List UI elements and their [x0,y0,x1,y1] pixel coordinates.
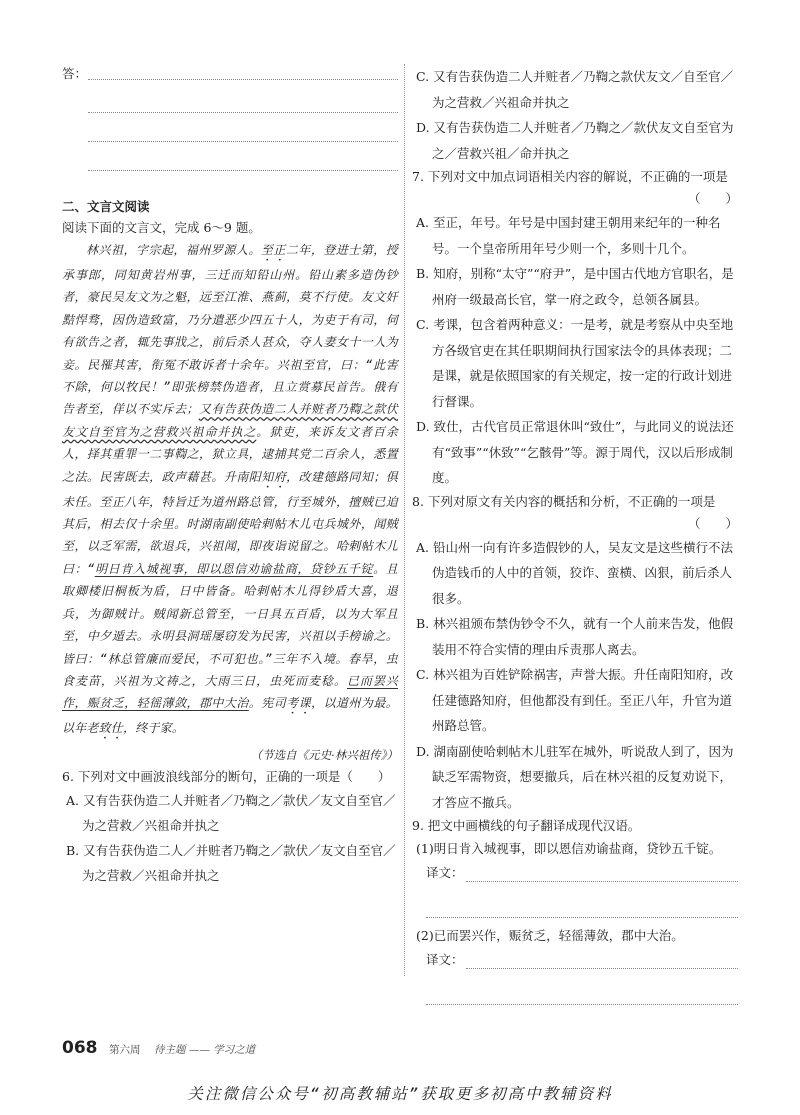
q8-option-b[interactable]: B. 林兴祖颁布禁伪钞令不久，就有一个人前来告发，他假装用不符合实情的理由斥责那人离去。 [416,616,734,657]
footer-week: 第六周 [109,1044,141,1056]
q8-option-a[interactable]: A. 铅山州一向有许多造假钞的人，吴友文是这些横行不法伪造钱币的人中的首领，狡诈、蛮横、凶狠，前后杀人很多。 [416,539,733,606]
translation-line[interactable] [426,976,738,1005]
dotted-term-zhishi: 致仕 [98,721,124,736]
translation-label: 译文： [426,865,464,880]
page-number: 068 [62,1038,98,1058]
wavy-underlined-sentence: 又有告获伪造二人并赃者乃鞫之款伏友文自至官为之营救兴祖命并执之 [62,402,399,439]
q6-option-d[interactable]: D. 又有告获伪造二人并赃者／乃鞫之／款伏友文自至官为之／营救兴祖／命并执之 [416,120,734,161]
translation-line[interactable] [426,889,738,918]
q6-option-b[interactable]: B. 又有告获伪造二人／并赃者乃鞫之／款伏／友文自至官／为之营救／兴祖命并执之 [66,843,396,884]
q9-sentence-2: (2)已而罢兴作，赈贫乏，轻徭薄敛，郡中大治。 [416,928,684,943]
answer-label: 答： [62,66,88,81]
passage-paragraph: 林兴祖，字宗起，福州罗源人。至正二年，登进士第，授承事郎，同知黄岩州事，三迁而知铅山州。铅山素多造伪钞者，豪民吴友文为之魁，远至江淮、燕蓟，莫不行使。友文奸黠悍骛，因伪造致富，乃分遣恶少四五十人，为吏于有司，伺有欲告之者，辄先事戕之，前后杀人甚众，夺人妻女十一人为妾。民罹其害，衔冤不敢诉者十余年。兴祖至官，曰：“此害不除，何以牧民！”即张榜禁伪造者，且立赏募民首告。俄有告者至，佯以不实斥去；又有告获伪造二人并赃者乃鞫之款伏友文自至官为之营救兴祖命并执之。狱吏，来诉友文者百余人，择其重罪一二事鞫之，狱立具，逮捕其党二百余人，悉置之法。民害既去，政声藉甚。升南阳知府，改建德路同知；俱未任。至正八年，特旨迁为道州路总管，行至城外，擅贼已迫其后，相去仅十余里。时湖南副使哈剌帖木儿屯兵城外，闻贼至，以乏军需，欲退兵，兴祖闻，即夜诣说留之。哈剌帖木儿曰：“明日肯入城视事，即以恩信劝谕盐商，贷钞五千锭。且取卿楼旧桐板为盾，日中皆备。哈剌帖木儿得钞盾大喜，退兵，为御贼计。贼闻新总管至，一日具五百盾，以为大军且至，中夕遁去。永明县洞瑶屡窃发为民害，兴祖以手榜谕之。皆曰：“林总管廉而爱民，不可犯也。”三年不入境。春旱，虫食麦苗，兴祖为文祷之，大雨三日，虫死而麦稔。已而罢兴作，赈贫乏，轻徭薄敛，郡中大治。宪司考课，以道州为最。以年老致仕，终于家。 [62,243,399,736]
instruction: 阅读下面的文言文，完成 6～9 题。 [62,220,261,235]
answer-line[interactable] [88,113,398,142]
page-footer [62,1038,255,1058]
answer-line[interactable] [88,79,398,80]
q6-option-a[interactable]: A. 又有告获伪造二人并赃者／乃鞫之／款伏／友文自至官／为之营救／兴祖命并执之 [66,793,396,834]
underlined-sentence-1: 明日肯入城视事，即以恩信劝谕盐商，贷钞五千锭 [94,561,374,576]
q7-option-d[interactable]: D. 致仕，古代官员正常退休叫“致仕”，与此同义的说法还有“致事”“休致”“乞骸骨”等。源于周代，汉以后形成制度。 [416,419,734,485]
q8-option-d[interactable]: D. 湖南副使哈剌帖木儿驻军在城外，听说敌人到了，因为缺乏军需物资，想要撤兵，后在林兴祖的反复劝说下，才答应不撤兵。 [416,743,734,810]
q9-1-translation-row [412,861,738,889]
q8-option-c[interactable]: C. 林兴祖为百姓铲除祸害，声誉大振。升任南阳知府，改任建德路知府，但他都没有到任。至正八年，升官为道州路总管。 [416,667,734,733]
q9-2-translation-row [412,948,738,976]
passage-source: （节选自《元史·林兴祖传》） [250,748,398,763]
answer-row [62,64,398,84]
dotted-term-zhifu: 知府 [261,469,287,484]
dotted-term-kaoke: 考课 [286,696,312,711]
question-8-stem: 8. 下列对原文有关内容的概括和分析，不正确的一项是 [412,493,716,509]
classical-passage [62,239,398,742]
footer-theme: 待主题 —— 学习之道 [154,1044,256,1056]
translation-line[interactable] [466,881,738,882]
question-9-stem: 9. 把文中画横线的句子翻译成现代汉语。 [412,818,641,833]
translation-label: 译文： [426,952,464,967]
section-title: 二、文言文阅读 [62,199,150,214]
left-column [62,64,398,888]
q6-option-c[interactable]: C. 又有告获伪造二人并赃者／乃鞫之款伏友文／自至官／为之营救／兴祖命并执之 [416,69,734,110]
translation-line[interactable] [466,968,738,969]
question-7-stem: 7. 下列对文中加点词语相关内容的解说，不正确的一项是 [412,169,728,184]
q7-option-b[interactable]: B. 知府，别称“太守”“府尹”，是中国古代地方官职名，是州府一级最高长官，掌一府之政令，总领各属县。 [416,266,734,307]
right-column [412,64,738,1005]
dotted-term-zhizheng: 至正 [260,243,286,257]
question-6-stem: 6. 下列对文中画波浪线部分的断句，正确的一项是（ ） [62,769,391,785]
underlined-sentence-2: 已而罢兴作，赈贫乏，轻徭薄敛，郡中大治 [62,673,398,711]
answer-line[interactable] [88,84,398,113]
q9-sentence-1: (1)明日肯入城视事，即以恩信劝谕盐商，贷钞五千锭。 [416,841,722,856]
q7-option-a[interactable]: A. 至正，年号。年号是中国封建王朝用来纪年的一种名号。一个皇帝所用年号少则一个，多则十几个。 [416,215,721,256]
q7-option-c[interactable]: C. 考课，包含着两种意义：一是考，就是考察从中央至地方各级官吏在其任职期间执行国家法令的具体表现；二是课，就是依照国家的有关规定，按一定的行政计划进行督课。 [416,317,734,409]
q8-answer-paren[interactable]: （ ） [687,515,738,531]
q7-answer-paren[interactable]: （ ） [687,191,738,206]
column-divider [404,64,405,976]
answer-line[interactable] [88,142,398,171]
promo-banner: 关注微信公众号“初高教辅站”获取更多初高中教辅资料 [187,1085,613,1103]
